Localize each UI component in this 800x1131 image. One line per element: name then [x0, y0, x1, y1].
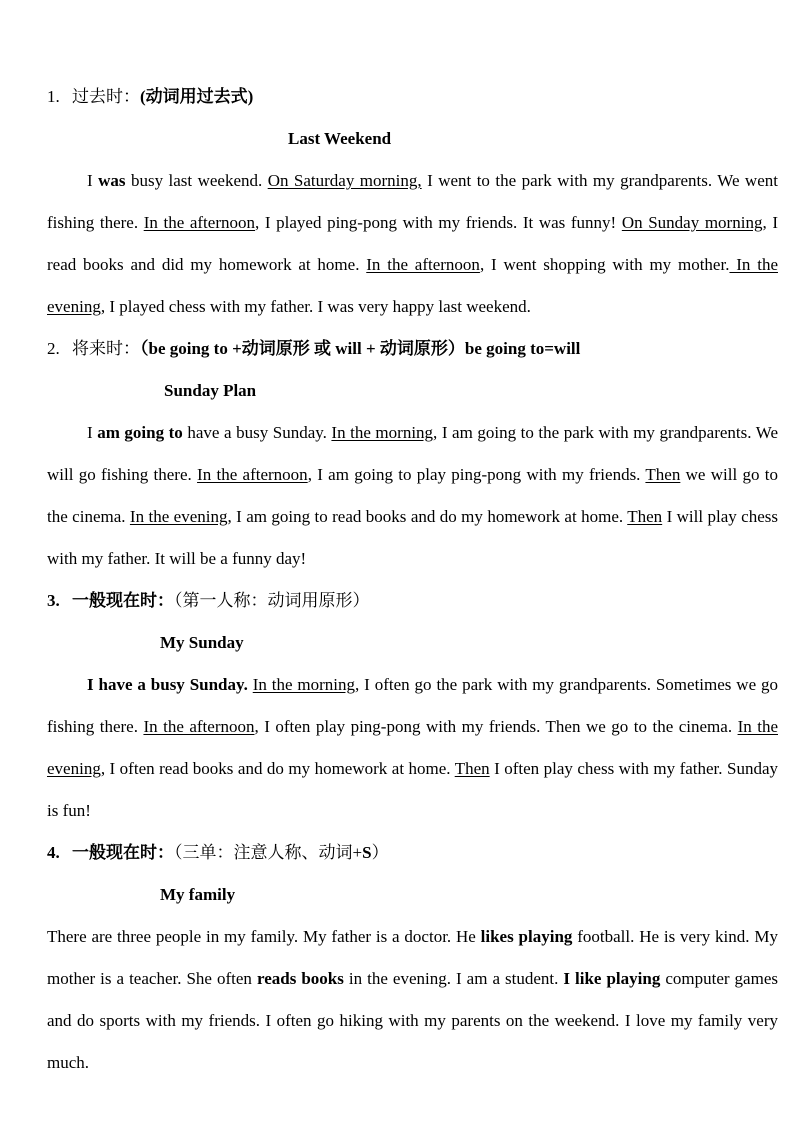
heading-text: ） [371, 843, 389, 862]
paragraph-text: , I often play ping-pong with my friends. Then we go to the cinema. [254, 717, 738, 736]
paragraph-text: , I went shopping with my mother. [479, 255, 730, 274]
heading-text: 将来时： [72, 339, 140, 358]
paragraph-text: I [87, 171, 99, 190]
paragraph-text: , I read books and did my homework at home. [47, 213, 778, 274]
essay-paragraph [47, 664, 778, 832]
essay-title: Sunday Plan [164, 381, 257, 400]
underlined-phrase: In the evening [47, 255, 778, 316]
heading-text: 一般现在时： [72, 591, 174, 610]
paragraph-text: , I played ping-pong with my friends. It was funny! [255, 213, 622, 232]
paragraph-text: I will play chess with my father. It will be a funny day! [47, 507, 778, 568]
underlined-phrase: In the evening [129, 507, 228, 526]
bold-phrase: likes playing [480, 927, 573, 946]
essay-paragraph [47, 916, 778, 1084]
paragraph-text: There are three people in my family. My father is a doctor. He [47, 927, 481, 946]
heading-text: （三单：注意人称、动词+ [174, 843, 363, 862]
section-heading [47, 328, 778, 370]
paragraph-text: , I played chess with my father. I was very happy last weekend. [100, 297, 531, 316]
section-heading [47, 580, 778, 622]
paragraph-text: I often play chess with my father. Sunday is fun! [47, 759, 778, 820]
paragraph-text: football. He is very kind. My mother is a teacher. She often [47, 927, 778, 988]
section-heading [47, 832, 778, 874]
section-number: 1. [47, 87, 60, 106]
essay-title: My Sunday [160, 633, 244, 652]
paragraph-text: I [87, 423, 98, 442]
underlined-phrase: In the morning [331, 423, 434, 442]
section-2 [47, 328, 778, 580]
paragraph-text: I went to the park with my grandparents. We went fishing there. [47, 171, 778, 232]
paragraph-text: , I am going to play ping-pong with my friends. [307, 465, 646, 484]
paragraph-text: , I often read books and do my homework at home. [100, 759, 455, 778]
section-4 [47, 832, 778, 1084]
essay-title: My family [160, 885, 236, 904]
bold-phrase: am going to [97, 423, 183, 442]
heading-text: （be going to +动词原形 或 will + 动词原形）be going to=will [140, 339, 581, 358]
underlined-phrase: Then [454, 759, 490, 778]
underlined-phrase: In the evening [47, 717, 778, 778]
paragraph-text: busy last weekend. [125, 171, 268, 190]
underlined-phrase: On Saturday morning, [267, 171, 422, 190]
section-3 [47, 580, 778, 832]
underlined-phrase: In the afternoon [143, 717, 255, 736]
bold-phrase: was [98, 171, 126, 190]
essay-title: Last Weekend [288, 129, 392, 148]
underlined-phrase: Then [627, 507, 663, 526]
paragraph-text: , I am going to read books and do my homework at home. [227, 507, 628, 526]
section-heading [47, 76, 778, 118]
heading-text: （第一人称：动词用原形） [174, 591, 370, 610]
document-page [47, 76, 778, 1084]
heading-text: S [362, 843, 372, 862]
heading-text: 一般现在时： [72, 843, 174, 862]
bold-phrase: I like playing [563, 969, 661, 988]
paragraph-text: in the evening. I am a student. [343, 969, 564, 988]
underlined-phrase: In the afternoon [197, 465, 308, 484]
heading-text: 过去时： [72, 87, 140, 106]
underlined-phrase: In the afternoon [366, 255, 480, 274]
underlined-phrase: Then [645, 465, 681, 484]
heading-text: (动词用过去式) [140, 87, 254, 106]
underlined-phrase: In the morning [252, 675, 356, 694]
section-1 [47, 76, 778, 328]
essay-paragraph [47, 412, 778, 580]
paragraph-text: , I am going to the park with my grandparents. We will go fishing there. [47, 423, 778, 484]
essay-paragraph [47, 160, 778, 328]
bold-phrase: reads books [256, 969, 344, 988]
paragraph-text: computer games and do sports with my friends. I often go hiking with my parents on the weekend. I love my family very much. [47, 969, 778, 1072]
paragraph-text: we will go to the cinema. [47, 465, 778, 526]
section-number: 2. [47, 339, 60, 358]
underlined-phrase: In the afternoon [143, 213, 255, 232]
underlined-phrase: On Sunday morning [621, 213, 763, 232]
paragraph-text: have a busy Sunday. [182, 423, 332, 442]
section-number: 4. [47, 843, 60, 862]
paragraph-text: , I often go the park with my grandparents. Sometimes we go fishing there. [47, 675, 779, 736]
section-number: 3. [47, 591, 60, 610]
bold-phrase: I have a busy Sunday. [87, 675, 248, 694]
